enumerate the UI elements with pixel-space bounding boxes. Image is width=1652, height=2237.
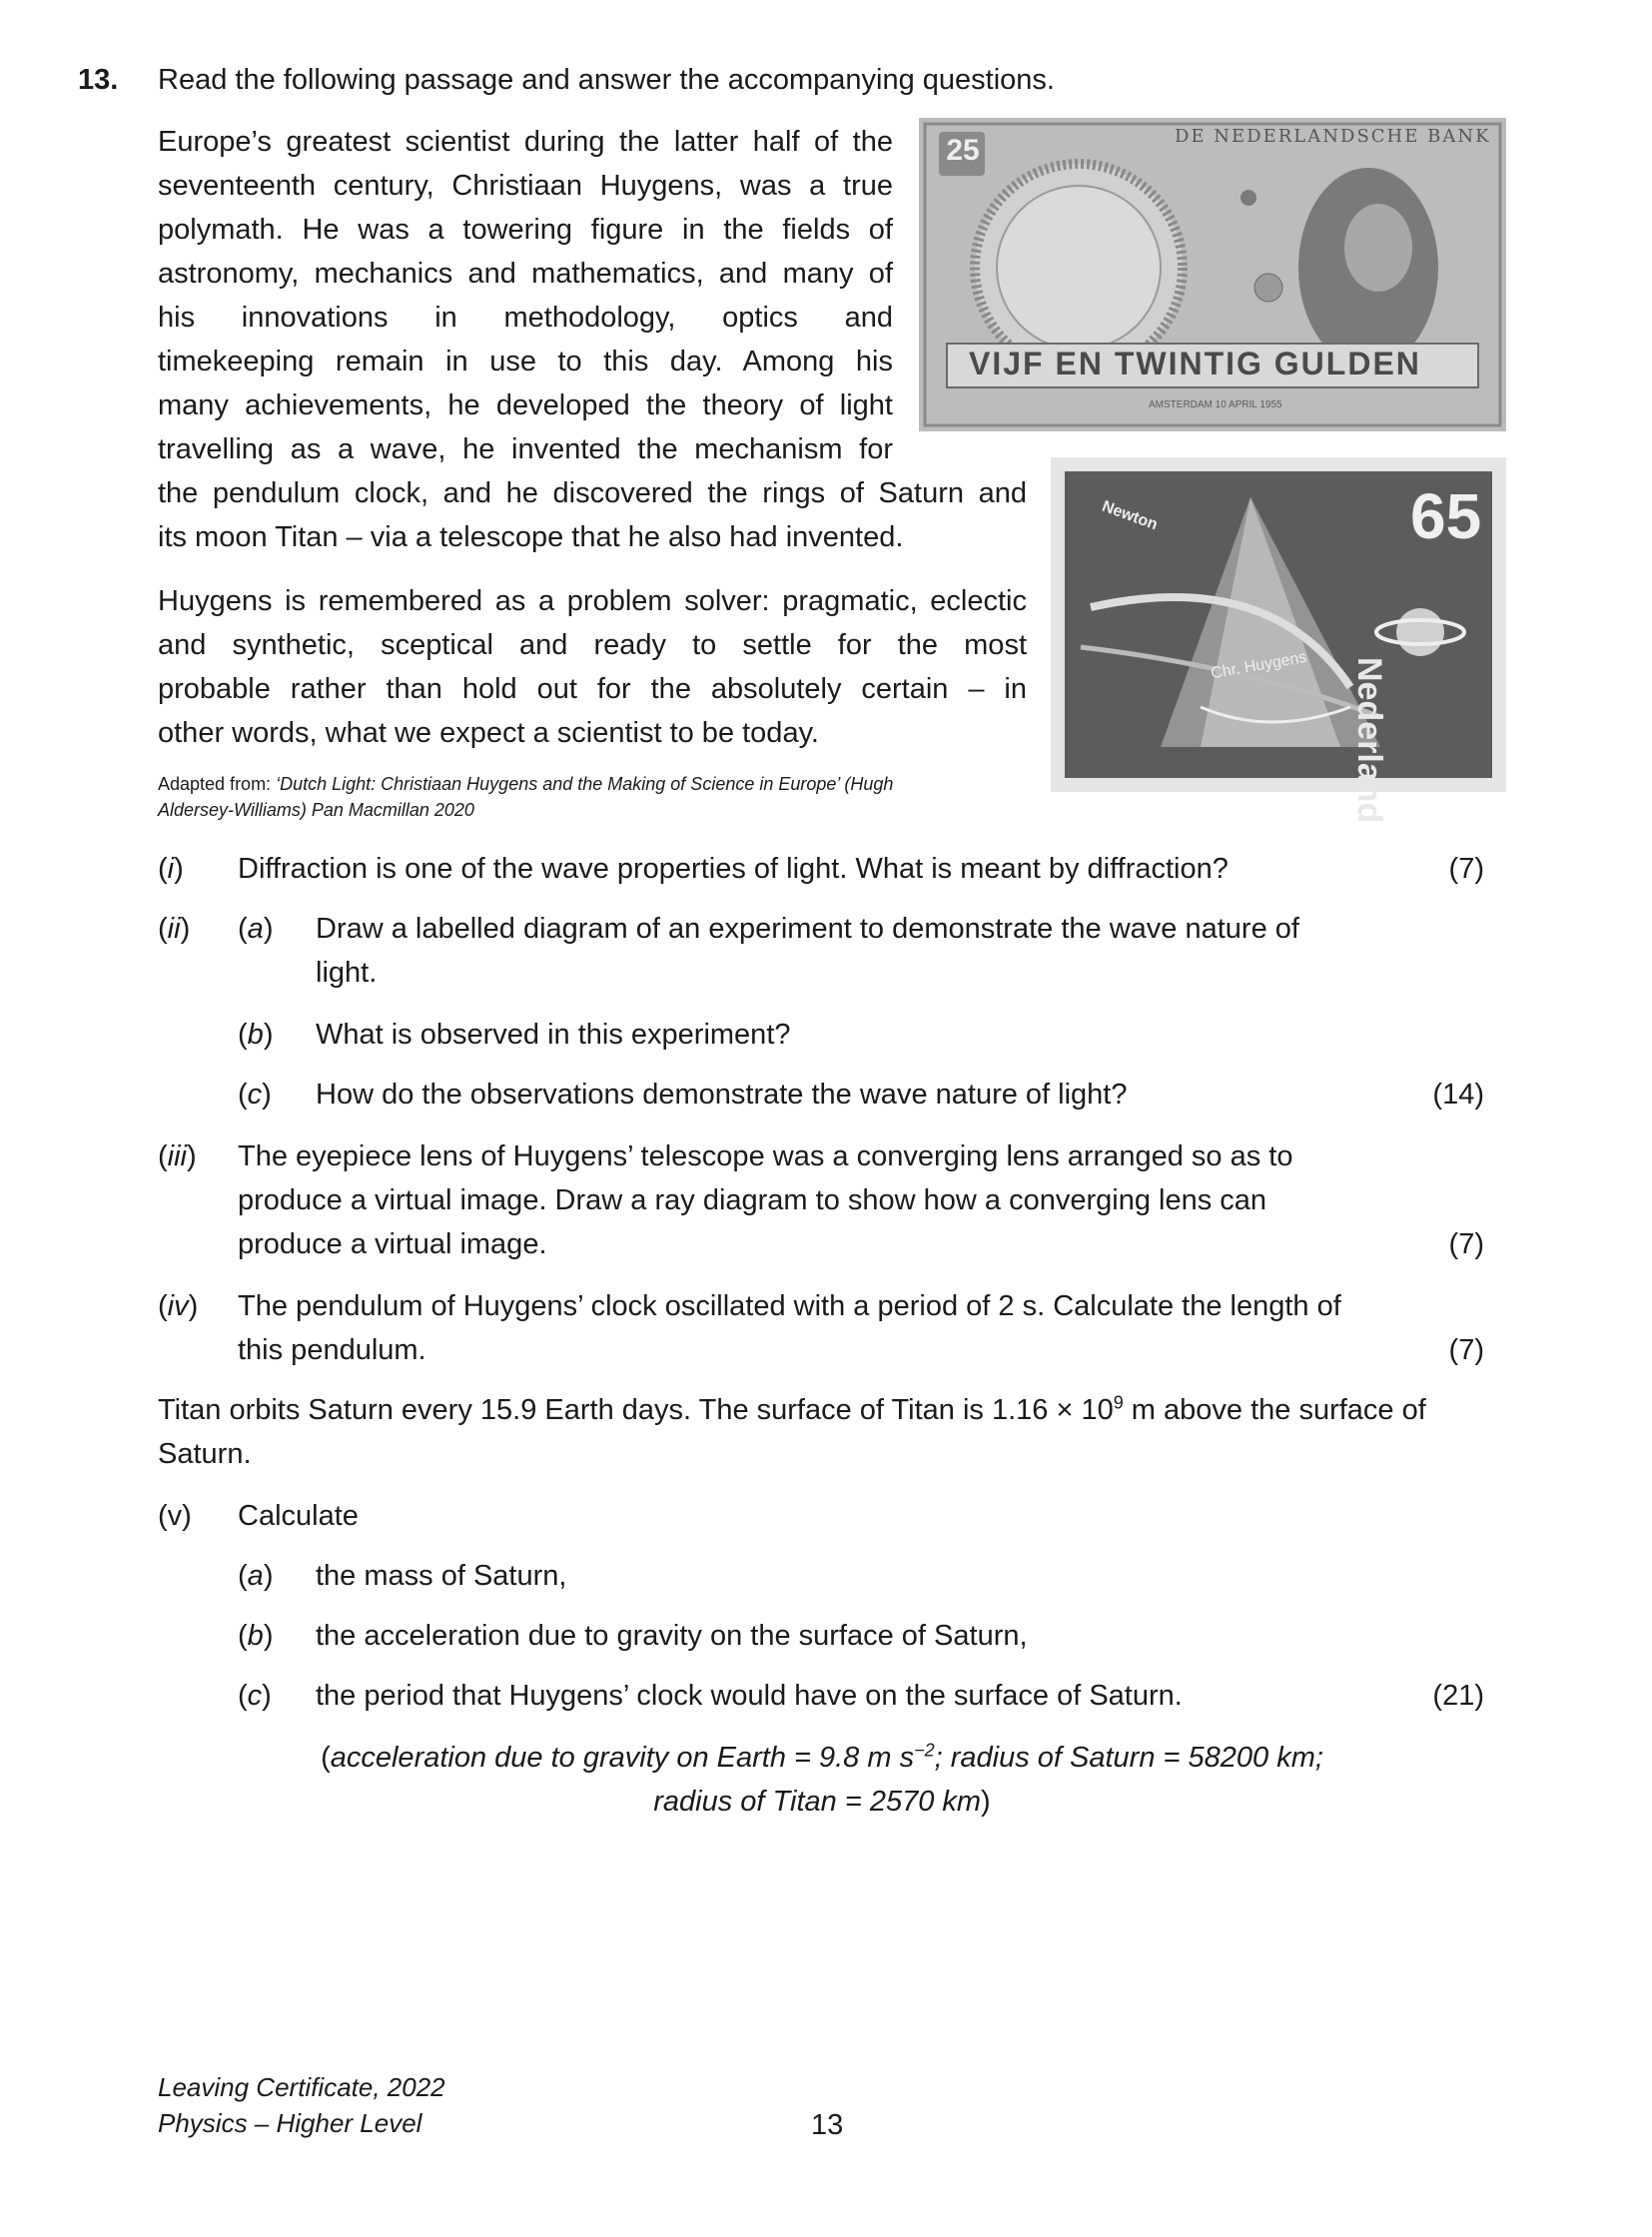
part-iv-marks: (7) — [1448, 1334, 1484, 1366]
part-i-text: Diffraction is one of the wave properties of light. What is meant by diffraction? — [238, 853, 1229, 885]
given-data: (acceleration due to gravity on Earth = 9.8 m $s^{-2}$; radius of Saturn = 58200 km; radius of Titan = 2570 km) — [321, 1740, 1323, 1818]
stamp-value: 65 — [1410, 480, 1482, 552]
part-v-intro: Calculate — [238, 1500, 359, 1532]
stamp-image — [1051, 457, 1506, 824]
banknote-caption: VIJF EN TWINTIG GULDEN — [969, 346, 1421, 381]
part-ii-c-label: (c) — [238, 1079, 272, 1111]
stamp-country: Nederland — [1350, 657, 1388, 824]
part-iii-text: The eyepiece lens of Huygens’ telescope was a converging lens arranged so as to produce a virtual image. Draw a ray diagram to show how a converging lens can produce a virtual image. — [238, 1140, 1293, 1260]
passage-line: seventeenth century, Christiaan Huygens, was a true — [158, 170, 893, 202]
banknote-illustration — [919, 118, 1506, 431]
source-citation — [158, 771, 1027, 823]
passage-line: the pendulum clock, and he discovered the rings of Saturn and — [158, 477, 1027, 509]
part-iii-marks: (7) — [1448, 1228, 1484, 1260]
passage-line: polymath. He was a towering figure in the fields of — [158, 214, 893, 246]
passage-line: its moon Titan – via a telescope that he also had invented. — [158, 521, 904, 553]
part-ii-a-text: Draw a labelled diagram of an experiment to demonstrate the wave nature of light. — [316, 913, 1299, 989]
page-number: 13 — [811, 2109, 844, 2141]
passage-line: and synthetic, sceptical and ready to settle for the most — [158, 629, 1027, 661]
part-v-c-label: (c) — [238, 1680, 272, 1712]
passage-line: other words, what we expect a scientist to be today. — [158, 717, 819, 749]
part-iv-label: (iv) — [158, 1290, 199, 1322]
footer-exam-year: Leaving Certificate, 2022 — [158, 2072, 445, 2102]
passage-line: astronomy, mechanics and mathematics, and many of — [158, 258, 893, 290]
passage-line: his innovations in methodology, optics and — [158, 302, 893, 334]
passage-paragraph-1 — [158, 120, 893, 471]
part-v-b-label: (b) — [238, 1620, 274, 1652]
source-title: ‘Dutch Light: Christiaan Huygens and the Making of Science in Europe’ (Hugh — [276, 774, 894, 794]
part-iii-label: (iii) — [158, 1140, 197, 1172]
passage-line: travelling as a wave, he invented the mechanism for — [158, 433, 893, 465]
part-ii-marks: (14) — [1432, 1079, 1484, 1111]
question-instruction: Read the following passage and answer the accompanying questions. — [158, 64, 1055, 96]
banknote-image — [919, 118, 1506, 431]
passage-line: many achievements, he developed the theory of light — [158, 389, 893, 421]
footer-exam-level: Physics – Higher Level — [158, 2108, 422, 2138]
part-i-label: (i) — [158, 853, 184, 885]
banknote-place-date: AMSTERDAM 10 APRIL 1955 — [1149, 399, 1282, 410]
part-v-a-text: the mass of Saturn, — [316, 1560, 567, 1592]
source-prefix: Adapted from: — [158, 774, 277, 794]
passage-line: timekeeping remain in use to this day. Among his — [158, 346, 893, 377]
part-v-marks: (21) — [1432, 1680, 1484, 1712]
part-ii-b-text: What is observed in this experiment? — [316, 1019, 791, 1051]
part-v-c-text: the period that Huygens’ clock would have on the surface of Saturn. — [316, 1680, 1183, 1712]
part-iv-text: The pendulum of Huygens’ clock oscillated with a period of 2 s. Calculate the length of this pendulum. — [238, 1290, 1341, 1366]
part-ii-a-label: (a) — [238, 913, 274, 945]
passage-line: Huygens is remembered as a problem solver: pragmatic, eclectic — [158, 585, 1027, 617]
part-ii-c-text: How do the observations demonstrate the wave nature of light? — [316, 1079, 1128, 1111]
stamp-label-huygens: Chr. Huygens — [1210, 648, 1308, 683]
titan-info: Titan orbits Saturn every 15.9 Earth days. The surface of Titan is $1.16 \times 10^9$ m above the surface of Saturn. — [158, 1392, 1426, 1470]
part-ii-b-label: (b) — [238, 1019, 274, 1051]
question-number: 13. — [78, 64, 119, 96]
passage-paragraph-2 — [158, 579, 1027, 755]
passage-line: probable rather than hold out for the absolutely certain – in — [158, 673, 1027, 705]
passage-line: Europe’s greatest scientist during the latter half of the — [158, 126, 893, 158]
part-ii-label: (ii) — [158, 913, 191, 945]
passage-paragraph-1-cont — [158, 471, 1027, 559]
banknote-value: 25 — [946, 134, 980, 167]
stamp-label-newton: Newton — [1100, 497, 1161, 534]
footer-exam — [158, 2069, 445, 2141]
source-publisher: Aldersey-Williams) Pan Macmillan 2020 — [158, 800, 474, 820]
part-v-a-label: (a) — [238, 1560, 274, 1592]
part-i-marks: (7) — [1448, 853, 1484, 885]
part-v-b-text: the acceleration due to gravity on the surface of Saturn, — [316, 1620, 1028, 1652]
banknote-bank-name: DE NEDERLANDSCHE BANK — [1175, 126, 1491, 147]
part-v-label: (v) — [158, 1500, 192, 1532]
